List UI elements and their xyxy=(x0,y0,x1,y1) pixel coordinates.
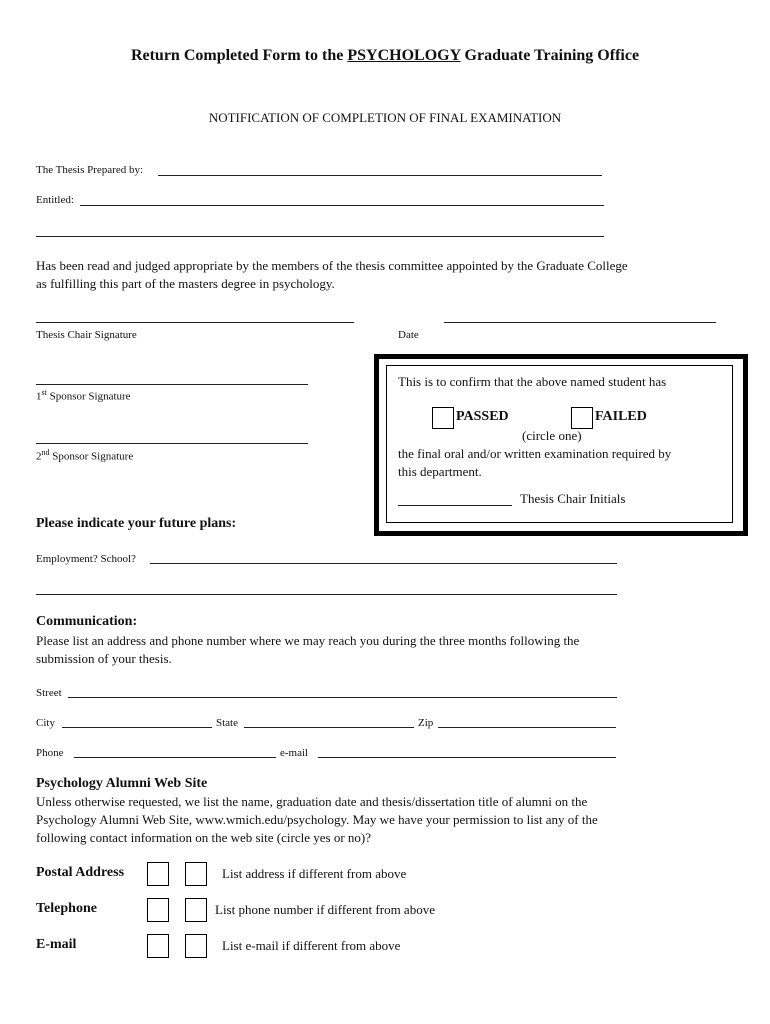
zip-field[interactable] xyxy=(438,727,616,728)
state-field[interactable] xyxy=(244,727,414,728)
chair-signature-field[interactable] xyxy=(36,322,354,323)
employment-label: Employment? School? xyxy=(36,553,136,565)
chair-signature-label: Thesis Chair Signature xyxy=(36,329,137,341)
postal-address-label: Postal Address xyxy=(36,865,125,880)
prepared-by-label: The Thesis Prepared by: xyxy=(36,164,144,176)
confirm-body-line-2: this department. xyxy=(398,464,482,479)
entitled-field-continued[interactable] xyxy=(36,236,604,237)
email-pref-label: E-mail xyxy=(36,937,77,952)
entitled-label: Entitled: xyxy=(36,194,74,206)
communication-heading: Communication: xyxy=(36,614,138,629)
date-label: Date xyxy=(398,329,419,341)
statement-line-1: Has been read and judged appropriate by the members of the thesis committee appointed by the Graduate College xyxy=(36,258,628,273)
confirm-body-line-1: the final oral and/or written examination required by xyxy=(398,446,672,461)
email-pref-yes-box[interactable] xyxy=(147,934,169,958)
passed-checkbox[interactable] xyxy=(432,407,454,429)
chair-initials-field[interactable] xyxy=(398,505,512,506)
alumni-line-3: following contact information on the web site (circle yes or no)? xyxy=(36,830,372,845)
street-field[interactable] xyxy=(68,697,617,698)
postal-address-note: List address if different from above xyxy=(222,866,407,881)
alumni-line-2: Psychology Alumni Web Site, www.wmich.edu/psychology. May we have your permission to list any of the xyxy=(36,812,598,827)
circle-one-note: (circle one) xyxy=(522,428,582,443)
street-label: Street xyxy=(36,687,62,699)
telephone-yes-box[interactable] xyxy=(147,898,169,922)
postal-address-no-box[interactable] xyxy=(185,862,207,886)
confirm-intro: This is to confirm that the above named student has xyxy=(398,374,667,389)
email-pref-note: List e-mail if different from above xyxy=(222,938,401,953)
prepared-by-field[interactable] xyxy=(158,175,602,176)
telephone-label: Telephone xyxy=(36,901,97,916)
statement-line-2: as fulfilling this part of the masters degree in psychology. xyxy=(36,276,335,291)
alumni-heading: Psychology Alumni Web Site xyxy=(36,776,208,791)
phone-label: Phone xyxy=(36,747,64,759)
phone-field[interactable] xyxy=(74,757,276,758)
form-subtitle: NOTIFICATION OF COMPLETION OF FINAL EXAMINATION xyxy=(208,110,562,125)
failed-label: FAILED xyxy=(595,409,647,424)
email-pref-no-box[interactable] xyxy=(185,934,207,958)
entitled-field[interactable] xyxy=(80,205,604,206)
passed-label: PASSED xyxy=(456,409,509,424)
telephone-note: List phone number if different from above xyxy=(215,902,435,917)
city-field[interactable] xyxy=(62,727,212,728)
alumni-line-1: Unless otherwise requested, we list the name, graduation date and thesis/dissertation title of alumni on the xyxy=(36,794,588,809)
zip-label: Zip xyxy=(418,717,434,729)
title-department: PSYCHOLOGY xyxy=(347,47,461,64)
sponsor1-signature-field[interactable] xyxy=(36,384,308,385)
employment-field[interactable] xyxy=(150,563,617,564)
sponsor2-signature-field[interactable] xyxy=(36,443,308,444)
sponsor2-signature-label: 2nd Sponsor Signature xyxy=(36,448,134,463)
title-suffix: Graduate Training Office xyxy=(460,47,640,64)
form-title xyxy=(0,47,770,65)
title-prefix: Return Completed Form to the xyxy=(130,47,348,64)
email-label: e-mail xyxy=(280,747,309,759)
state-label: State xyxy=(216,717,238,729)
email-field[interactable] xyxy=(318,757,616,758)
date-field[interactable] xyxy=(444,322,716,323)
failed-checkbox[interactable] xyxy=(571,407,593,429)
telephone-no-box[interactable] xyxy=(185,898,207,922)
employment-field-continued[interactable] xyxy=(36,594,617,595)
communication-line-1: Please list an address and phone number where we may reach you during the three months following the xyxy=(36,633,580,648)
communication-line-2: submission of your thesis. xyxy=(36,651,172,666)
sponsor1-signature-label: 1st Sponsor Signature xyxy=(36,388,131,403)
postal-address-yes-box[interactable] xyxy=(147,862,169,886)
future-plans-heading: Please indicate your future plans: xyxy=(36,516,237,531)
city-label: City xyxy=(36,717,55,729)
chair-initials-label: Thesis Chair Initials xyxy=(520,491,626,506)
